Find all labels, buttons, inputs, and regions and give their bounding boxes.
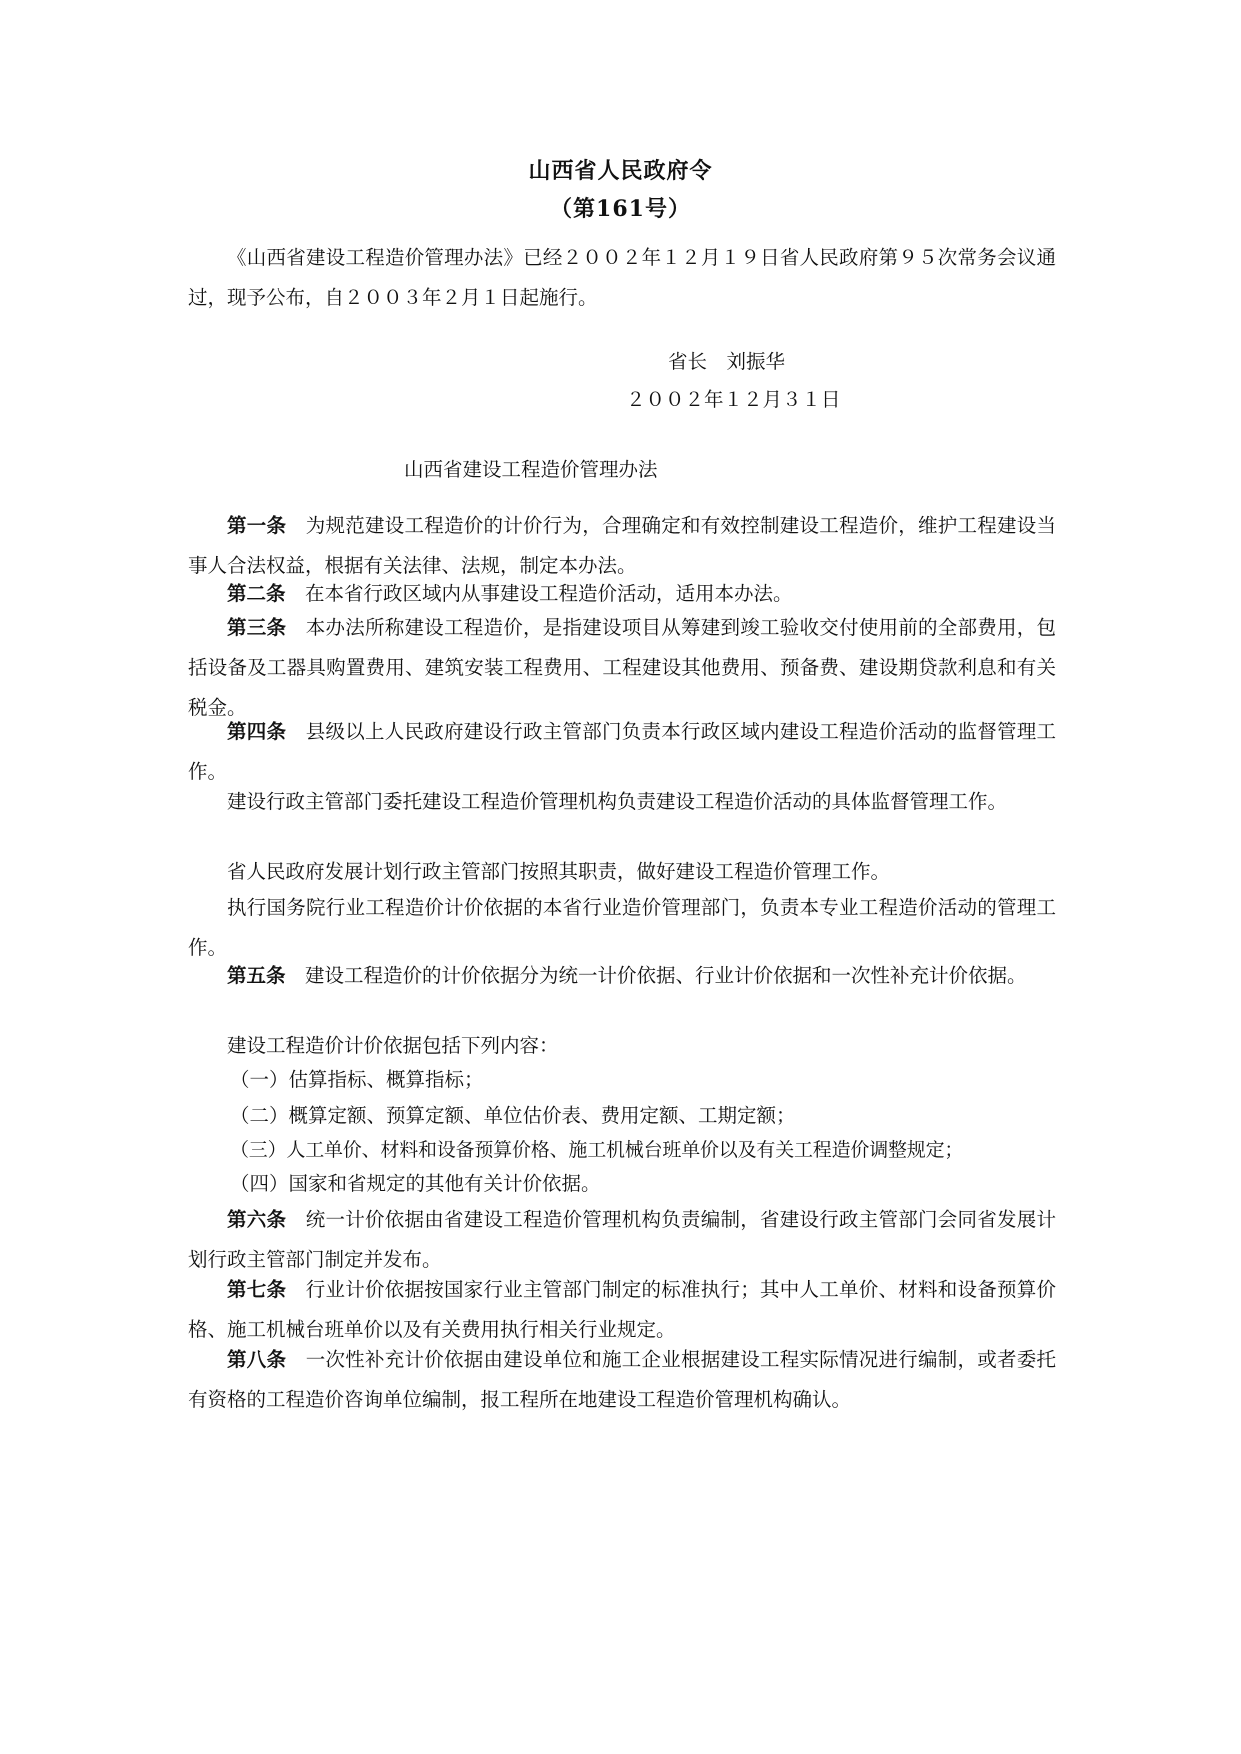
article-label: 第七条 [227,1278,287,1301]
signatory: 省长 刘振华 [668,350,786,373]
list-item-4: （四）国家和省规定的其他有关计价依据。 [230,1172,601,1195]
list-item-1: （一）估算指标、概算指标； [230,1068,484,1091]
article-7 [188,1270,1056,1350]
decree-date: ２００２年１２月３１日 [626,388,841,411]
article-text: 一次性补充计价依据由建设单位和施工企业根据建设工程实际情况进行编制，或者委托有资格的工程造价咨询单位编制，报工程所在地建设工程造价管理机构确认。 [188,1348,1056,1411]
decree-title: 山西省人民政府令 [528,158,713,184]
article-5 [188,956,1056,996]
article-3 [188,608,1056,728]
article-4-paragraph-2: 建设行政主管部门委托建设工程造价管理机构负责建设工程造价活动的具体监督管理工作。 [227,790,1008,813]
article-4 [188,712,1056,792]
article-text: 县级以上人民政府建设行政主管部门负责本行政区域内建设工程造价活动的监督管理工作。 [188,720,1056,783]
article-label: 第四条 [227,720,287,743]
article-label: 第六条 [227,1208,287,1231]
article-label: 第二条 [227,582,286,605]
article-text: 建设工程造价的计价依据分为统一计价依据、行业计价依据和一次性补充计价依据。 [305,964,1027,987]
regulation-title: 山西省建设工程造价管理办法 [404,458,658,481]
article-4-paragraph-3: 省人民政府发展计划行政主管部门按照其职责，做好建设工程造价管理工作。 [227,860,891,883]
article-label: 第八条 [227,1348,287,1371]
article-label: 第五条 [227,964,286,987]
article-text: 本办法所称建设工程造价，是指建设项目从筹建到竣工验收交付使用前的全部费用，包括设备及工器具购置费用、建筑安装工程费用、工程建设其他费用、预备费、建设期贷款利息和有关税金。 [188,616,1056,719]
article-4-paragraph-4: 执行国务院行业工程造价计价依据的本省行业造价管理部门，负责本专业工程造价活动的管理工作。 [188,896,1056,959]
list-item-2: （二）概算定额、预算定额、单位估价表、费用定额、工期定额； [230,1104,796,1127]
decree-body: 《山西省建设工程造价管理办法》已经２００２年１２月１９日省人民政府第９５次常务会议通过，现予公布，自２００３年２月１日起施行。 [188,246,1056,309]
article-text: 在本省行政区域内从事建设工程造价活动，适用本办法。 [305,582,793,605]
article-5-paragraph-2: 建设工程造价计价依据包括下列内容： [227,1034,559,1057]
article-text: 行业计价依据按国家行业主管部门制定的标准执行；其中人工单价、材料和设备预算价格、施工机械台班单价以及有关费用执行相关行业规定。 [188,1278,1056,1341]
article-6 [188,1200,1056,1280]
article-text: 为规范建设工程造价的计价行为，合理确定和有效控制建设工程造价，维护工程建设当事人合法权益，根据有关法律、法规，制定本办法。 [188,514,1056,577]
article-8 [188,1340,1056,1420]
decree-number: （第161号） [550,196,691,222]
list-item-3: （三）人工单价、材料和设备预算价格、施工机械台班单价以及有关工程造价调整规定； [230,1139,964,1161]
article-label: 第三条 [227,616,287,639]
article-label: 第一条 [227,514,287,537]
article-text: 统一计价依据由省建设工程造价管理机构负责编制，省建设行政主管部门会同省发展计划行政主管部门制定并发布。 [188,1208,1056,1271]
